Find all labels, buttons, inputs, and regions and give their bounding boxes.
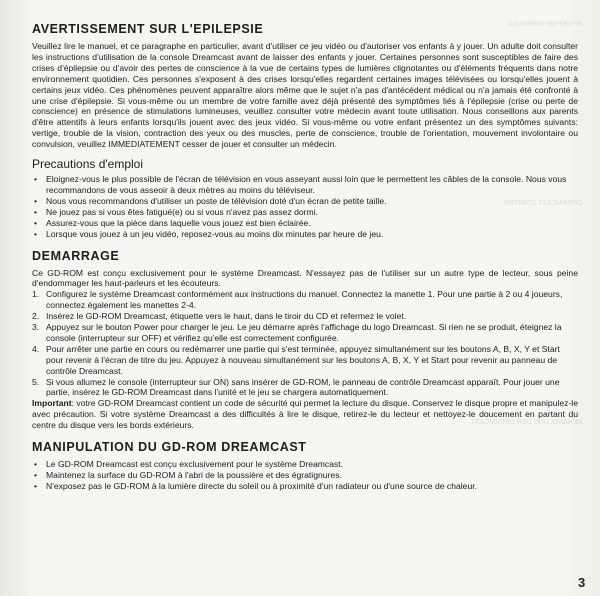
list-item: • Ne jouez pas si vous êtes fatigué(e) ou si vous n'avez pas assez dormi. (46, 207, 578, 218)
list-item: • Assurez-vous que la pièce dans laquelle vous jouez est bien éclairée. (46, 218, 578, 229)
list-item: 2. Insérez le GD-ROM Dreamcast, étiquette vers le haut, dans le tiroir du CD et refermez le volet. (32, 311, 407, 322)
list-item: • Maintenez la surface du GD-ROM à l'abri de la poussière et des égratignures. (46, 470, 578, 481)
list-item: • Lorsque vous jouez à un jeu vidéo, reposez-vous au moins dix minutes par heure de jeu. (46, 229, 578, 240)
list-item: • N'exposez pas le GD-ROM à la lumière directe du soleil ou à proximité d'un radiateur ou d'une source de chaleur. (46, 481, 578, 492)
precautions-heading: Precautions d'emploi (32, 157, 144, 172)
important-label: Important (32, 398, 72, 409)
epilepsy-warning-heading: AVERTISSEMENT SUR L'EPILEPSIE (32, 22, 264, 36)
list-item: 5. Si vous allumez le console (interrupteur sur ON) sans insérer de GD-ROM, le panneau de contrôle Dreamcast apparaît. Pour jouer une partie, insérez le GD-ROM Dreamcast dans l'unité et le jeu se chargera automatiquement. (32, 376, 560, 398)
startup-intro: Ce GD-ROM est conçu exclusivement pour le système Dreamcast. N'essayez pas de l'utiliser sur un autre type de lecteur, sous peine d'endommager les haut-parleurs et les écouteurs. (32, 267, 578, 289)
list-item: 3. Appuyez sur le bouton Power pour charger le jeu. Le jeu démarre après l'affichage du logo Dreamcast. Si rien ne se produit, éteignez la console (interrupteur sur OFF) et vérifiez qu'elle est correctement configurée. (32, 322, 562, 343)
startup-steps (32, 289, 578, 398)
important-text: : votre GD-ROM Dreamcast contient un code de sécurité qui permet la lecture du disque. Conservez le disque propre et manipulez-le avec précaution. Si votre système Dreamcast a des difficultés à lire le disque, retirez-le du lecteur et nettoyez-le doucement en partant du centre du disque vers les bords extérieurs. (32, 398, 578, 431)
handling-heading: MANIPULATION DU GD-ROM DREAMCAST (32, 440, 307, 455)
list-item: 1. Configurez le système Dreamcast conformément aux instructions du manuel. Connectez la manette 1. Pour une partie à 2 ou 4 joueurs, connectez également les manettes 2-4. (32, 289, 563, 311)
list-item: 4. Pour arrêter une partie en cours ou redémarrer une partie qui s'est terminée, appuyez simultanément sur les boutons A, B, X, Y et Start pour revenir à l'écran de titre du jeu. Appuyez à nouveau simultanément sur les boutons A, B, X, Y et Start pour revenir au panneau de contrôle Dreamcast. (32, 343, 560, 376)
handling-list (32, 459, 578, 492)
list-item: • Le GD-ROM Dreamcast est conçu exclusivement pour le système Dreamcast. (46, 459, 578, 470)
page-number: 3 (578, 575, 586, 590)
precautions-list (32, 174, 578, 239)
list-item: • Nous vous recommandons d'utiliser un poste de télévision doté d'un écran de petite taille. (46, 196, 578, 207)
ghost-line: EPILEPSIE-WARNUNG (507, 21, 582, 28)
ghost-line: BEHANDLUNG DER DREAMCAST (470, 419, 582, 426)
ghost-line: DREAMCAST STARTEN (504, 200, 582, 207)
list-item: • Eloignez-vous le plus possible de l'écran de télévision en vous asseyant aussi loin que le permettent les câbles de la console. Nous vous recommandons de vous asseoir à deux mètres au moins du téléviseur. (46, 174, 578, 196)
important-note (32, 398, 578, 431)
epilepsy-warning-body: Veuillez lire le manuel, et ce paragraphe en particulier, avant d'utiliser ce jeu vidéo ou d'autoriser vos enfants à y jouer. Un adulte doit consulter les instructions d'utilisation de la console Dreamcast avant de laisser des enfants y jouer. Certaines personnes sont susceptibles de faire des crises d'épilepsie ou d'avoir des pertes de conscience à la vue de certains types de lumières clignotantes ou d'éléments fréquents dans notre environnement quotidien. Ces personnes s'exposent à des crises lorsqu'elles regardent certaines images télévisées ou lorsqu'elles jouent à certains jeux vidéo. Ces phénomènes peuvent apparaître alors même que le sujet n'a pas d'antécédent médical ou n'a jamais été confronté à une crise d'épilepsie. Si vous-même ou un membre de votre famille avez déjà présenté des symptômes liés à l'épilepsie (crise ou perte de conscience) en présence de stimulations lumineuses, veuillez consulter votre médecin avant toute utilisation. Nous conseillons aux parents d'être attentifs à leurs enfants lorsqu'ils jouent avec des jeux vidéo. Si vous-même ou votre enfant présentez un des symptômes suivants: vertige, trouble de la vision, contraction des yeux ou des muscles, perte de conscience, trouble de l'orientation, mouvement involontaire ou convulsion, veuillez IMMEDIATEMENT cesser de jouer et consulter un médecin. (32, 41, 578, 150)
startup-heading: DEMARRAGE (32, 248, 120, 263)
page-content (32, 22, 578, 492)
